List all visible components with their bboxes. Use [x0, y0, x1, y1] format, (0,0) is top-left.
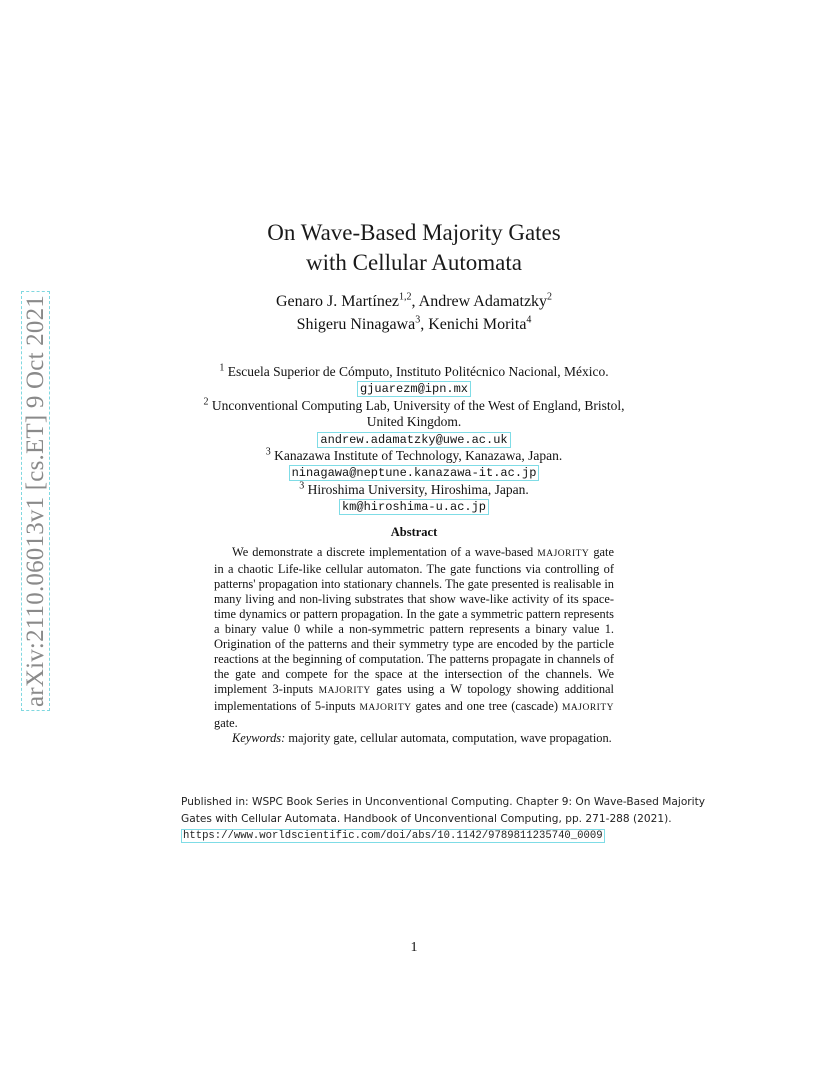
email-link[interactable]: ninagawa@neptune.kanazawa-it.ac.jp — [289, 465, 540, 481]
email-link[interactable]: gjuarezm@ipn.mx — [357, 381, 471, 397]
title-line-1: On Wave-Based Majority Gates — [267, 220, 561, 245]
paper-title — [0, 218, 828, 278]
publication-note: Published in: WSPC Book Series in Unconventional Computing. Chapter 9: On Wave-Based Majority Gates with Cellular Automata. Handbook of Unconventional Computing, pp. 271-288 (2021). https://www.worldscientific.com/doi/abs/10.1142/9789811235740_0009 — [181, 796, 706, 842]
affiliation-1: $^1$ Escuela Superior de Cómputo, Instituto Politécnico Nacional, México. — [219, 362, 609, 379]
author-affil-mark: 2 — [547, 291, 553, 303]
author-list — [0, 290, 828, 336]
author-name: Shigeru Ninagawa — [296, 316, 416, 333]
author-affil-mark: 1,2 — [399, 291, 412, 303]
author-affil-mark: 3 — [415, 314, 421, 326]
page-number: 1 — [410, 940, 418, 955]
email-link[interactable]: km@hiroshima-u.ac.jp — [339, 499, 489, 515]
keywords-label: Keywords: — [232, 731, 286, 745]
author-name: , Andrew Adamatzky — [411, 293, 548, 310]
keywords — [214, 731, 614, 746]
title-line-2: with Cellular Automata — [306, 250, 522, 275]
arxiv-identifier[interactable]: arXiv:2110.06013v1 [cs.ET] 9 Oct 2021 — [21, 291, 50, 711]
doi-link[interactable]: https://www.worldscientific.com/doi/abs/10.1142/9789811235740_0009 — [183, 830, 603, 842]
authors-line-1 — [0, 290, 828, 313]
author-affil-mark: 4 — [526, 314, 532, 326]
affiliation-2: $^2$ Unconventional Computing Lab, University of the West of England, Bristol, — [203, 396, 625, 413]
abstract-heading: Abstract — [390, 525, 438, 539]
affiliation-3: $^3$ Kanazawa Institute of Technology, Kanazawa, Japan. — [265, 446, 563, 464]
authors-line-2 — [0, 313, 828, 336]
affiliations: $^1$ Escuela Superior de Cómputo, Instituto Politécnico Nacional, México. gjuarezm@ipn.mx $^2$ Unconventional Computing Lab, University of the West of England, Bristol, United Kingdom. andrew.adamatzky@uwe.ac.uk $^3$ Kanazawa Institute of Technology, Kanazawa, Japan. ninagawa@neptune.kanazawa-it.ac.jp $^3$ Hiroshima University, Hiroshima, Japan. km@hiroshima-u.ac.jp — [0, 364, 828, 516]
author-name: Genaro J. Martínez — [275, 293, 400, 310]
keywords-text: majority gate, cellular automata, computation, wave propagation. — [285, 731, 612, 745]
abstract-paragraph: We demonstrate a discrete implementation of a wave-based MAJORITY gate in a chaotic Life-like cellular automaton. The gate functions via controlling of patterns' propagation into stationary channels. The gate presented is realisable in many living and non-living substrates that show wave-like activity of its space-time dynamics or pattern propagation. In the gate a symmetric pattern represents a binary value 0 while a non-symmetric pattern represents a binary value 1. Origination of the patterns and their symmetry type are encoded by the particle reactions at the beginning of computation. The patterns propagate in channels of the gate and compete for the space at the intersection of the channels. We implement 3-inputs MAJORITY gates using a W topology showing additional implementations of 5-inputs MAJORITY gates and one tree (cascade) MAJORITY gate. — [214, 545, 614, 730]
abstract-body — [214, 545, 614, 746]
affiliation-4: $^3$ Hiroshima University, Hiroshima, Japan. — [299, 480, 529, 497]
author-name: , Kenichi Morita — [420, 316, 527, 333]
email-link[interactable]: andrew.adamatzky@uwe.ac.uk — [317, 432, 510, 448]
